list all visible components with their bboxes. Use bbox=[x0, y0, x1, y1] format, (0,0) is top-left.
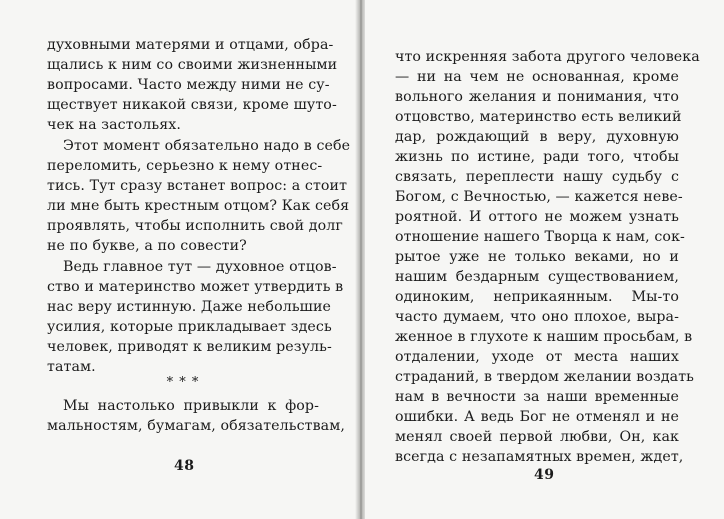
text-line: нашим бездарным существованием, bbox=[395, 269, 679, 285]
text-line: всегда с незапамятных времен, ждет, bbox=[395, 449, 684, 465]
text-line: страданий, в твердом желании воздать bbox=[395, 369, 694, 385]
text-line: отдалении, уходе от места наших bbox=[395, 349, 679, 365]
text-line: проявлять, чтобы исполнить свой долг bbox=[47, 218, 343, 234]
text-line: связать, переплести нашу судьбу с bbox=[395, 169, 679, 185]
text-line: женное в глухоте к нашим просьбам, в bbox=[395, 329, 693, 345]
page-number: 49 bbox=[534, 467, 555, 483]
section-separator: * * * bbox=[166, 375, 200, 390]
text-line: тись. Тут сразу встанет вопрос: а стоит bbox=[47, 178, 348, 194]
text-line: жизнь по истине, ради того, чтобы bbox=[395, 149, 679, 165]
text-line: татам. bbox=[47, 359, 96, 375]
text-line: чек на застольях. bbox=[47, 117, 182, 133]
text-line: человек, приводят к великим резуль- bbox=[47, 339, 332, 355]
text-line: ство и материнство может утвердить в bbox=[47, 279, 344, 295]
text-line: что искренняя забота другого человека bbox=[395, 49, 700, 65]
text-line: Ведь главное тут — духовное отцов- bbox=[63, 259, 337, 275]
text-line: мальностям, бумагам, обязательствам, bbox=[47, 418, 345, 434]
text-line: усилия, которые прикладывает здесь bbox=[47, 319, 332, 335]
text-line: ли мне быть крестным отцом? Как себя bbox=[47, 198, 350, 214]
text-line: духовными матерями и отцами, обра- bbox=[47, 37, 334, 53]
text-line: — ни на чем не основанная, кроме bbox=[395, 69, 679, 85]
text-line: вопросами. Часто между ними не су- bbox=[47, 77, 330, 93]
left-page bbox=[0, 0, 357, 519]
text-line: нас веру истинную. Даже небольшие bbox=[47, 299, 331, 315]
text-line: переломить, серьезно к нему отнес- bbox=[47, 158, 323, 174]
text-line: отцовство, материнство есть великий bbox=[395, 109, 682, 125]
right-page bbox=[365, 0, 724, 519]
text-line: ществует никакой связи, кроме шуто- bbox=[47, 97, 337, 113]
page-number: 48 bbox=[174, 458, 195, 474]
text-line: вольного желания и понимания, что bbox=[395, 89, 679, 105]
text-line: одиноким, неприкаянным. Мы-то bbox=[395, 289, 679, 305]
text-line: ошибки. А ведь Бог не отменял и не bbox=[395, 409, 679, 425]
text-line: рытое уже не только веками, но и bbox=[395, 249, 679, 265]
text-line: отношение нашего Творца к нам, сок- bbox=[395, 229, 685, 245]
text-line: дар, рождающий в веру, духовную bbox=[395, 129, 679, 145]
text-line: часто думаем, что оно плохое, выра- bbox=[395, 309, 679, 325]
text-line: роятной. И оттого не можем узнать bbox=[395, 209, 679, 225]
text-line: не по букве, а по совести? bbox=[47, 238, 247, 254]
text-line: Мы настолько привыкли к фор- bbox=[63, 398, 319, 414]
text-line: Этот момент обязательно надо в себе bbox=[63, 138, 351, 154]
text-line: Богом, с Вечностью, — кажется неве- bbox=[395, 189, 683, 205]
text-line: менял своей первой любви, Он, как bbox=[395, 429, 679, 445]
text-line: щались к ним со своими жизненными bbox=[47, 57, 338, 73]
text-line: нам в вечности за наши временные bbox=[395, 389, 679, 405]
